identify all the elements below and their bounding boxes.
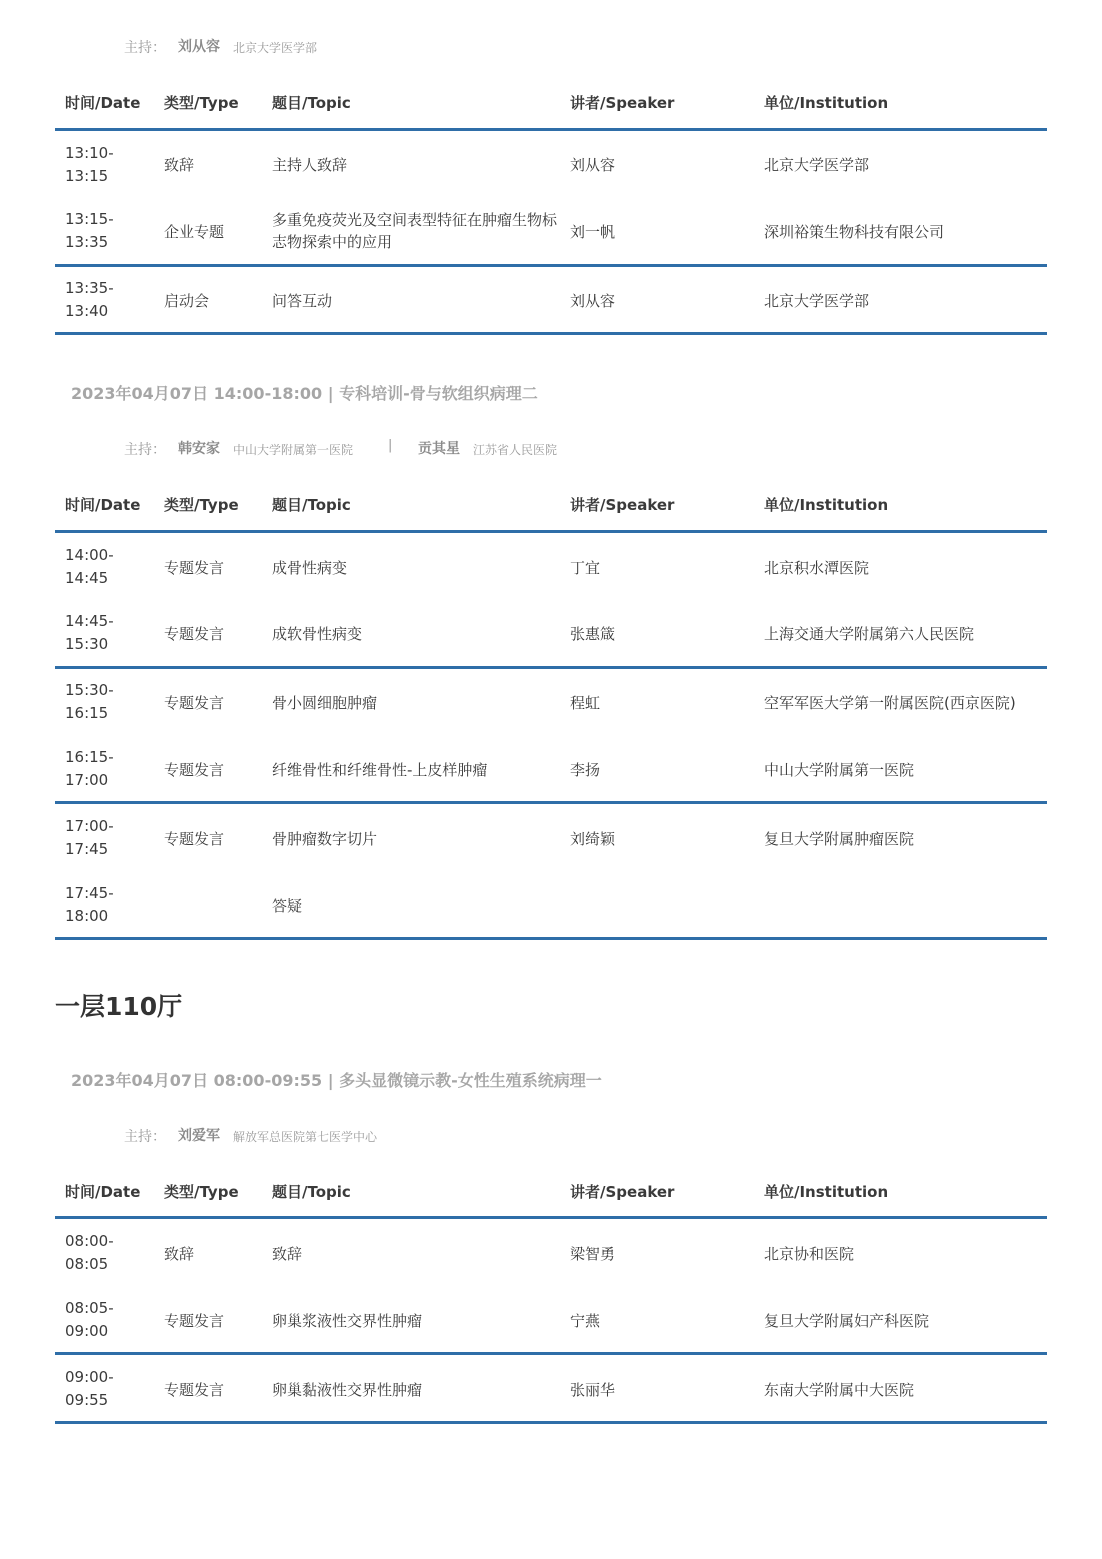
header-speaker: 讲者/Speaker [570,496,675,514]
row-time: 13:10-13:15 [65,144,114,185]
row-type: 启动会 [164,292,210,310]
table-rule [55,264,1047,267]
session-title: 2023年04月07日 08:00-09:55 | 多头显微镜示教-女性生殖系统病理一 [71,1071,602,1090]
host-label: 主持： [124,1129,166,1145]
row-time: 08:00-08:05 [65,1232,114,1273]
row-speaker: 丁宜 [570,559,601,577]
header-time: 时间/Date [65,496,141,514]
row-institution: 北京大学医学部 [764,156,870,174]
host-label: 主持： [124,442,166,458]
row-topic: 多重免疫荧光及空间表型特征在肿瘤生物标志物探索中的应用 [272,211,558,251]
row-time: 14:45-15:30 [65,612,114,653]
host-separator: | [388,438,393,453]
table-rule [55,666,1047,669]
row-type: 专题发言 [164,1312,225,1330]
header-institution: 单位/Institution [764,94,889,112]
header-topic: 题目/Topic [272,1183,351,1201]
header-institution: 单位/Institution [764,1183,889,1201]
host-name: 刘爱军 [178,1128,220,1144]
row-speaker: 李扬 [570,761,601,779]
host-name: 贡其星 [418,441,460,457]
row-topic: 骨肿瘤数字切片 [272,830,378,848]
host-institution: 中山大学附属第一医院 [233,443,354,457]
header-speaker: 讲者/Speaker [570,1183,675,1201]
row-institution: 北京协和医院 [764,1245,855,1263]
row-topic: 主持人致辞 [272,156,348,174]
row-speaker: 程虹 [570,694,601,712]
header-time: 时间/Date [65,1183,141,1201]
row-speaker: 刘绮颖 [570,830,616,848]
row-type: 专题发言 [164,694,225,712]
host-label: 主持： [124,40,166,56]
table-rule [55,937,1047,940]
host-institution: 解放军总医院第七医学中心 [233,1130,378,1144]
row-type: 专题发言 [164,1381,225,1399]
header-topic: 题目/Topic [272,496,351,514]
table-rule [55,530,1047,533]
host-name: 韩安家 [178,441,220,457]
header-type: 类型/Type [164,94,239,112]
row-type: 专题发言 [164,559,225,577]
row-institution: 空军军医大学第一附属医院(西京医院) [764,694,1016,712]
row-topic: 成骨性病变 [272,559,348,577]
row-institution: 中山大学附属第一医院 [764,761,915,779]
table-rule [55,1421,1047,1424]
row-type: 专题发言 [164,625,225,643]
row-speaker: 张惠箴 [570,625,616,643]
row-institution: 北京大学医学部 [764,292,870,310]
row-institution: 深圳裕策生物科技有限公司 [764,223,945,241]
session-title: 2023年04月07日 14:00-18:00 | 专科培训-骨与软组织病理二 [71,384,538,403]
row-time: 09:00-09:55 [65,1368,114,1409]
row-topic: 纤维骨性和纤维骨性-上皮样肿瘤 [272,761,488,779]
row-institution: 上海交通大学附属第六人民医院 [764,625,975,643]
row-time: 13:35-13:40 [65,279,114,320]
row-speaker: 刘一帆 [570,223,616,241]
row-speaker: 梁智勇 [570,1245,616,1263]
row-type: 致辞 [164,156,195,174]
header-type: 类型/Type [164,1183,239,1201]
row-time: 13:15-13:35 [65,210,114,251]
row-topic: 致辞 [272,1245,303,1263]
row-time: 17:00-17:45 [65,817,114,858]
row-type: 专题发言 [164,761,225,779]
row-time: 08:05-09:00 [65,1299,114,1340]
row-time: 15:30-16:15 [65,681,114,722]
row-topic: 成软骨性病变 [272,625,363,643]
row-topic: 骨小圆细胞肿瘤 [272,694,378,712]
row-topic: 答疑 [272,897,303,915]
row-speaker: 刘从容 [570,156,616,174]
row-type: 致辞 [164,1245,195,1263]
row-speaker: 宁燕 [570,1312,601,1330]
row-speaker: 张丽华 [570,1381,616,1399]
row-speaker: 刘从容 [570,292,616,310]
table-rule [55,128,1047,131]
header-institution: 单位/Institution [764,496,889,514]
table-rule [55,801,1047,804]
header-type: 类型/Type [164,496,239,514]
host-institution: 北京大学医学部 [233,41,318,55]
header-topic: 题目/Topic [272,94,351,112]
table-rule [55,332,1047,335]
row-time: 14:00-14:45 [65,546,114,587]
header-speaker: 讲者/Speaker [570,94,675,112]
table-rule [55,1216,1047,1219]
row-institution: 复旦大学附属妇产科医院 [764,1312,930,1330]
row-time: 17:45-18:00 [65,884,114,925]
row-institution: 东南大学附属中大医院 [764,1381,915,1399]
row-time: 16:15-17:00 [65,748,114,789]
row-institution: 北京积水潭医院 [764,559,870,577]
host-name: 刘从容 [178,39,220,55]
row-type: 企业专题 [164,223,225,241]
row-topic: 卵巢黏液性交界性肿瘤 [272,1381,423,1399]
header-time: 时间/Date [65,94,141,112]
row-topic: 问答互动 [272,292,333,310]
row-topic: 卵巢浆液性交界性肿瘤 [272,1312,423,1330]
row-type: 专题发言 [164,830,225,848]
row-institution: 复旦大学附属肿瘤医院 [764,830,915,848]
table-rule [55,1352,1047,1355]
host-institution: 江苏省人民医院 [473,443,558,457]
hall-title: 一层110厅 [55,992,183,1021]
